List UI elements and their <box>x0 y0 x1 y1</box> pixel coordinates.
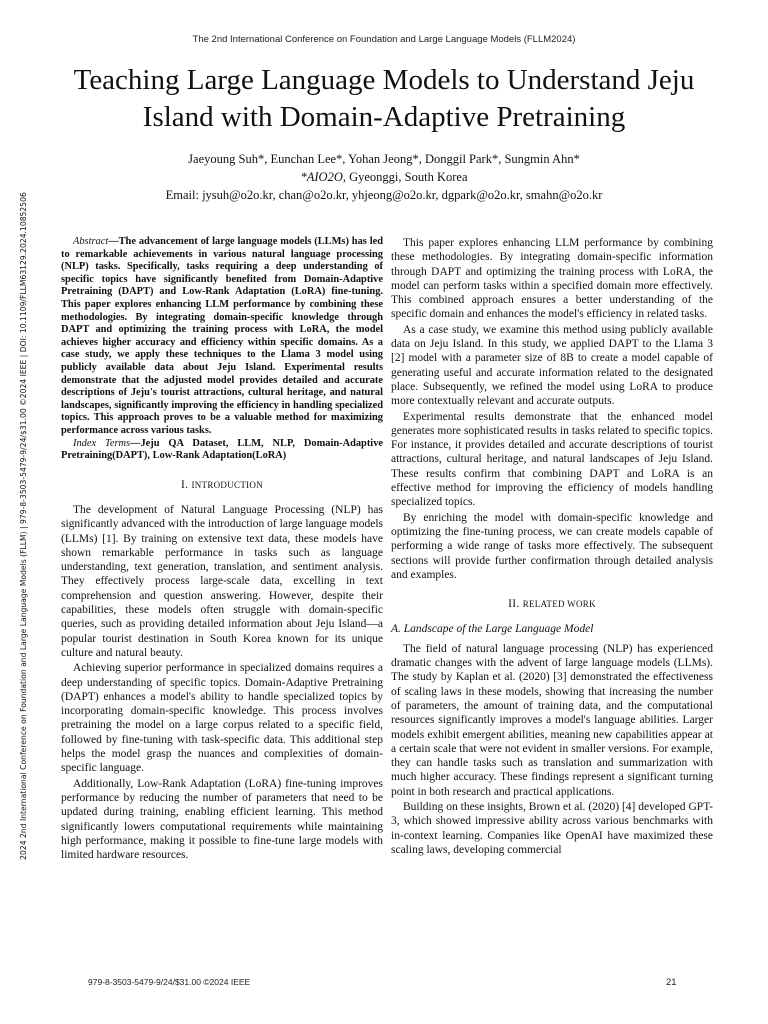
intro-paragraph: This paper explores enhancing LLM performance by combining these methodologies. By integrating domain-specific information through DAPT and optimizing the training process with LoRA, the model can perform tasks within a specified domain more effectively. This combined approach ensures a better understanding of the specific domain and enhances the model's efficiency in related tasks. <box>391 237 713 321</box>
index-terms-lead: Index Terms <box>73 437 131 449</box>
section-title: INTRODUCTION <box>191 479 264 490</box>
author-emails: Email: jysuh@o2o.kr, chan@o2o.kr, yhjeong@o2o.kr, dgpark@o2o.kr, smahn@o2o.kr <box>165 188 603 202</box>
intro-paragraph: Achieving superior performance in specialized domains requires a deep understanding of specific topics. Domain-Adaptive Pretraining (DAPT) enhances a model's ability to handle specialized topics by incorporating domain-specific knowledge. This process involves pretraining the model on a large corpus related to a specific field, followed by fine-tuning with task-specific data. This additional step helps the model grasp the nuances and complexities of domain-specific language. <box>61 662 383 775</box>
affiliation <box>60 169 708 185</box>
side-doi-stamp: 2024 2nd International Conference on Foundation and Large Language Models (FLLM) | 979-8-3503-5479-9/24/$31.00 ©2024 IEEE | DOI: 10.1109/FLLM63129.2024.10852506 <box>19 192 28 860</box>
conference-header: The 2nd International Conference on Foundation and Large Language Models (FLLM2024) <box>192 34 576 45</box>
abstract-text: The advancement of large language models (LLMs) has led to remarkable achievements in various natural language processing (NLP) tasks. Specifically, tasks requiring a deep understanding of specific topics have significantly benefited from Domain-Adaptive Pretraining (DAPT) and Low-Rank Adaptation (LoRA) fine-tuning. This paper explores enhancing LLM performance by combining these methodologies. By integrating domain-specific knowledge through DAPT and optimizing the training process with LoRA, the model achieves higher accuracy and efficiency within specific domains. As a case study, we apply these techniques to the Llama 3 model using publicly available data about Jeju Island. Experimental results demonstrate that the adjusted model provides detailed and accurate descriptions of Jeju's tourist attractions, cultural heritage, and natural landscapes, significantly improving the efficiency in handling specialized topics. This approach proves to be a valuable method for maximizing performance across various tasks. <box>61 236 383 436</box>
abstract-dash: — <box>108 236 119 247</box>
intro-paragraph: Experimental results demonstrate that the enhanced model generates more sophisticated results in tasks related to specific topics. For instance, it provides detailed and accurate descriptions of tourist attractions, cultural heritage, and natural landscapes of Jeju Island. These results confirm that combining DAPT and LoRA is an effective method for improving the efficiency of models handling specialized topics. <box>391 410 713 509</box>
index-terms-text: —Jeju QA Dataset, LLM, NLP, Domain-Adaptive Pretraining(DAPT), Low-Rank Adaptation(LoRA) <box>61 437 383 462</box>
intro-paragraph: As a case study, we examine this method using publicly available data on Jeju Island. In this study, we applied DAPT to the Llama 3 [2] model with a parameter size of 8B to create a model capable of generating useful and accurate information related to the designated place. Subsequently, we refined the model using LoRA to produce more contextually relevant and accurate outputs. <box>391 323 713 408</box>
section-title: RELATED WORK <box>522 599 596 610</box>
page-number: 21 <box>666 977 677 988</box>
related-paragraph: The field of natural language processing (NLP) has experienced dramatic changes with the advent of large language models (LLMs). The study by Kaplan et al. (2020) [3] demonstrated the effectiveness of scaling laws in these models, showing that increasing the number of parameters, the amount of training data, and the computational resources significantly improves a model's language abilities. Larger models exhibit emergent abilities, meaning new capabilities appear at a certain scale that were not evident in smaller versions. For example, they can handle tasks such as translation and summarization with much higher accuracy. These findings represent a significant turning point in both research and practical applications. <box>391 642 713 798</box>
abstract <box>61 236 383 438</box>
section-heading-introduction <box>61 478 383 492</box>
subsection-heading: A. Landscape of the Large Language Model <box>391 623 594 636</box>
intro-paragraph: The development of Natural Language Processing (NLP) has significantly advanced with the introduction of large language models (LLMs) [1]. By training on extensive text data, these models have shown remarkable performance in tasks such as language understanding, text generation, translation, and sentiment analysis. They effectively process large-scale data, excelling in text comprehension and question answering. However, despite their capabilities, these models often struggle with domain-specific queries, such as providing detailed information about Jeju Island—a popular tourist destination in South Korea known for its unique culture and natural beauty. <box>61 503 383 659</box>
right-column <box>391 236 713 857</box>
intro-paragraph: Additionally, Low-Rank Adaptation (LoRA) fine-tuning improves performance by reducing the number of parameters that need to be updated during training, enabling efficient learning. This method significantly lowers computational requirements while maintaining high performance, making it possible to fine-tune large models with limited hardware resources. <box>61 777 383 862</box>
related-paragraph: Building on these insights, Brown et al. (2020) [4] developed GPT-3, which showed impressive ability across various benchmarks with in-context learning. Companies like OpenAI have maximized these scaling laws, developing commercial <box>391 800 713 856</box>
section-heading-related-work <box>391 597 713 611</box>
affiliation-location: , Gyeonggi, South Korea <box>342 170 468 184</box>
index-terms <box>61 438 383 463</box>
abstract-lead: Abstract <box>73 236 109 247</box>
affiliation-org: *AIO2O <box>300 170 343 184</box>
left-column <box>61 236 383 862</box>
footer-copyright: 979-8-3503-5479-9/24/$31.00 ©2024 IEEE <box>88 977 251 987</box>
intro-paragraph: By enriching the model with domain-specific knowledge and optimizing the fine-tuning process, we can create models capable of performing a wide range of tasks more effectively. The subsequent sections will provide further confirmation through detailed analysis and examples. <box>391 511 713 581</box>
author-list: Jaeyoung Suh*, Eunchan Lee*, Yohan Jeong*, Donggil Park*, Sungmin Ahn* <box>188 152 580 166</box>
section-number: II. <box>508 598 523 611</box>
section-number: I. <box>180 478 192 491</box>
paper-title: Teaching Large Language Models to Understand Jeju Island with Domain-Adaptive Pretraining <box>73 64 695 133</box>
